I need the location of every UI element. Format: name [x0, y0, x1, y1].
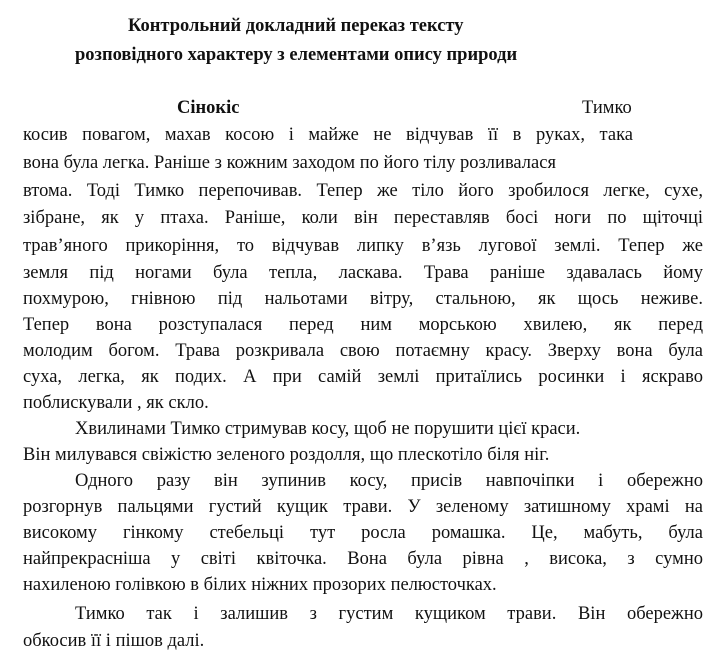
text-line: Тимко [582, 98, 632, 118]
text-line: вона була легка. Раніше з кожним заходом по його тілу розливалася [23, 153, 556, 173]
heading-line-1: Контрольний докладний переказ тексту [128, 16, 464, 36]
text-line: Він милувався свіжістю зеленого роздолля, що плескотіло біля ніг. [23, 445, 550, 465]
text-line: поблискували , як скло. [23, 393, 209, 413]
heading-line-2: розповідного характеру з елементами опису природи [75, 45, 518, 65]
text-line: обкосив її і пішов далі. [23, 631, 205, 651]
text-line: молодим богом. Трава розкривала свою потаємну красу. Зверху вона була [23, 341, 703, 361]
text-line: Тимко так і залишив з густим кущиком трави. Він обережно [75, 604, 703, 624]
text-line: нахиленою голівкою в білих ніжних прозорих пелюсточках. [23, 575, 497, 595]
text-line: зібране, як у птаха. Раніше, коли він переставляв босі ноги по щіточці [23, 208, 703, 228]
text-line: косив повагом, махав косою і майже не відчував її в руках, така [23, 125, 633, 145]
text-line: земля під ногами була тепла, ласкава. Трава раніше здавалась йому [23, 263, 703, 283]
text-line: найпрекрасніша у світі квіточка. Вона була рівна , висока, з сумно [23, 549, 703, 569]
text-line: трав’яного прикоріння, то відчував липку в’язь лугової землі. Тепер же [23, 236, 703, 256]
text-line: втома. Тоді Тимко перепочивав. Тепер же тіло його зробилося легке, сухе, [23, 181, 703, 201]
text-line: Хвилинами Тимко стримував косу, щоб не порушити цієї краси. [75, 419, 581, 439]
text-line: розгорнув пальцями густий кущик трави. У зеленому затишному храмі на [23, 497, 703, 517]
story-title: Сінокіс [177, 98, 240, 118]
text-line: високому гінкому стебельці тут росла ромашка. Це, мабуть, була [23, 523, 703, 543]
text-line: Одного разу він зупинив косу, присів навпочіпки і обережно [75, 471, 703, 491]
text-line: Тепер вона розступалася перед ним морською хвилею, як перед [23, 315, 703, 335]
text-line: похмурою, гнівною під нальотами вітру, стальною, як щось неживе. [23, 289, 703, 309]
text-line: суха, легка, як подих. А при самій землі притаїлись росинки і яскраво [23, 367, 703, 387]
